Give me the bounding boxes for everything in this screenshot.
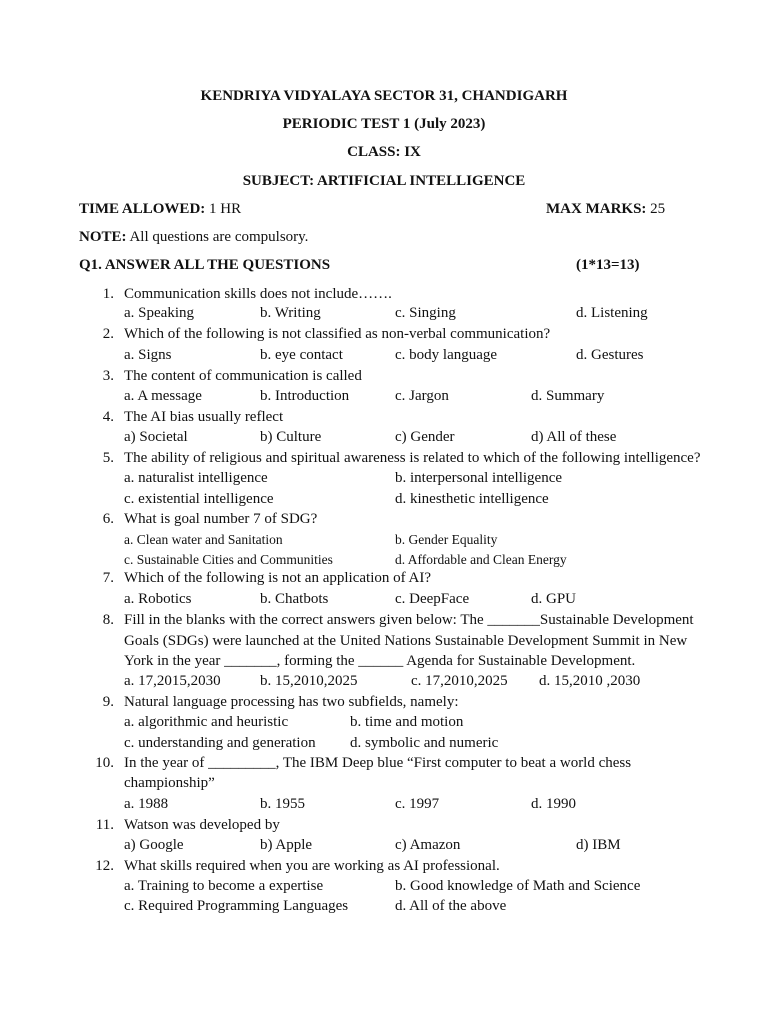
question-number: 11. bbox=[95, 817, 114, 833]
option-b: b. Chatbots bbox=[260, 591, 329, 607]
option-d: d. Affordable and Clean Energy bbox=[395, 552, 567, 567]
option-c: c. Singing bbox=[395, 305, 456, 321]
question-number: 6. bbox=[102, 511, 114, 527]
option-b: b) Culture bbox=[260, 429, 322, 445]
question-text: Communication skills does not include……. bbox=[124, 286, 392, 302]
class-label: CLASS: IX bbox=[347, 144, 421, 160]
section-marks: (1*13=13) bbox=[576, 257, 640, 273]
question-text: The content of communication is called bbox=[124, 368, 362, 384]
option-c: c. Jargon bbox=[395, 388, 449, 404]
option-b: b. 15,2010,2025 bbox=[260, 673, 358, 689]
option-b: b) Apple bbox=[260, 837, 313, 853]
option-a: a. 1988 bbox=[124, 796, 169, 812]
option-c: c. understanding and generation bbox=[124, 735, 316, 751]
time-allowed bbox=[79, 201, 241, 218]
option-d: d. Summary bbox=[531, 388, 605, 404]
question-number: 4. bbox=[102, 409, 114, 425]
option-b: b. 1955 bbox=[260, 796, 305, 812]
option-d: d. 1990 bbox=[531, 796, 576, 812]
note-label: NOTE: bbox=[79, 229, 127, 245]
option-a: a. Clean water and Sanitation bbox=[124, 532, 283, 547]
option-a: a. Robotics bbox=[124, 591, 192, 607]
question-text-line: Fill in the blanks with the correct answers given below: The _______Sustainable Development bbox=[124, 612, 694, 628]
question-number: 2. bbox=[102, 326, 114, 342]
option-d: d. kinesthetic intelligence bbox=[395, 491, 549, 507]
option-a: a. Speaking bbox=[124, 305, 194, 321]
option-c: c. Sustainable Cities and Communities bbox=[124, 552, 333, 567]
question-text-line: Goals (SDGs) were launched at the United Nations Sustainable Development Summit in New bbox=[124, 633, 688, 649]
option-c: c. 1997 bbox=[395, 796, 440, 812]
question-number: 7. bbox=[102, 570, 114, 586]
question-number: 10. bbox=[95, 755, 114, 771]
option-d: d. symbolic and numeric bbox=[350, 735, 499, 751]
question-text: What skills required when you are working as AI professional. bbox=[124, 858, 500, 874]
max-marks bbox=[546, 201, 665, 218]
question-number: 9. bbox=[102, 694, 114, 710]
option-c: c. 17,2010,2025 bbox=[411, 673, 508, 689]
question-number: 8. bbox=[102, 612, 114, 628]
option-d: d. Listening bbox=[576, 305, 648, 321]
question-text: The AI bias usually reflect bbox=[124, 409, 284, 425]
question-number: 3. bbox=[102, 368, 114, 384]
question-text: Which of the following is not an application of AI? bbox=[124, 570, 432, 586]
option-d: d) IBM bbox=[576, 837, 621, 853]
section-title: Q1. ANSWER ALL THE QUESTIONS bbox=[79, 257, 331, 273]
option-d: d. All of the above bbox=[395, 898, 507, 914]
option-a: a. Training to become a expertise bbox=[124, 878, 324, 894]
option-c: c. body language bbox=[395, 347, 498, 363]
question-text: Natural language processing has two subfields, namely: bbox=[124, 694, 459, 710]
test-title: PERIODIC TEST 1 (July 2023) bbox=[282, 116, 486, 132]
option-d: d) All of these bbox=[531, 429, 617, 445]
question-text: Which of the following is not classified as non-verbal communication? bbox=[124, 326, 551, 342]
time-allowed-value: 1 HR bbox=[205, 201, 242, 217]
note bbox=[79, 229, 308, 246]
option-b: b. Gender Equality bbox=[395, 532, 498, 547]
max-marks-label: MAX MARKS: bbox=[546, 201, 647, 217]
question-number: 1. bbox=[102, 286, 114, 302]
option-a: a. A message bbox=[124, 388, 202, 404]
question-text-line: championship” bbox=[124, 775, 215, 791]
option-d: d. 15,2010 ,2030 bbox=[539, 673, 641, 689]
option-c: c. existential intelligence bbox=[124, 491, 274, 507]
option-d: d. GPU bbox=[531, 591, 577, 607]
option-b: b. eye contact bbox=[260, 347, 343, 363]
option-c: c. DeepFace bbox=[395, 591, 470, 607]
option-a: a) Google bbox=[124, 837, 184, 853]
question-number: 12. bbox=[95, 858, 114, 874]
option-b: b. Writing bbox=[260, 305, 321, 321]
note-text: All questions are compulsory. bbox=[126, 229, 309, 245]
option-d: d. Gestures bbox=[576, 347, 644, 363]
question-text: Watson was developed by bbox=[124, 817, 280, 833]
option-a: a. algorithmic and heuristic bbox=[124, 714, 289, 730]
subject-label: SUBJECT: ARTIFICIAL INTELLIGENCE bbox=[242, 173, 526, 189]
option-a: a) Societal bbox=[124, 429, 188, 445]
option-a: a. naturalist intelligence bbox=[124, 470, 268, 486]
option-a: a. Signs bbox=[124, 347, 172, 363]
question-text-line: In the year of _________, The IBM Deep blue “First computer to beat a world chess bbox=[124, 755, 632, 771]
option-b: b. time and motion bbox=[350, 714, 464, 730]
question-text: The ability of religious and spiritual awareness is related to which of the following intelligence? bbox=[124, 450, 701, 466]
school-name: KENDRIYA VIDYALAYA SECTOR 31, CHANDIGARH bbox=[200, 88, 568, 104]
option-b: b. Good knowledge of Math and Science bbox=[395, 878, 641, 894]
option-b: b. interpersonal intelligence bbox=[395, 470, 563, 486]
option-a: a. 17,2015,2030 bbox=[124, 673, 221, 689]
question-number: 5. bbox=[102, 450, 114, 466]
time-allowed-label: TIME ALLOWED: bbox=[79, 201, 206, 217]
max-marks-value: 25 bbox=[646, 201, 666, 217]
option-c: c. Required Programming Languages bbox=[124, 898, 349, 914]
option-c: c) Amazon bbox=[395, 837, 461, 853]
option-c: c) Gender bbox=[395, 429, 455, 445]
question-text-line: York in the year _______, forming the ______ Agenda for Sustainable Development. bbox=[124, 653, 636, 669]
option-b: b. Introduction bbox=[260, 388, 350, 404]
question-text: What is goal number 7 of SDG? bbox=[124, 511, 318, 527]
